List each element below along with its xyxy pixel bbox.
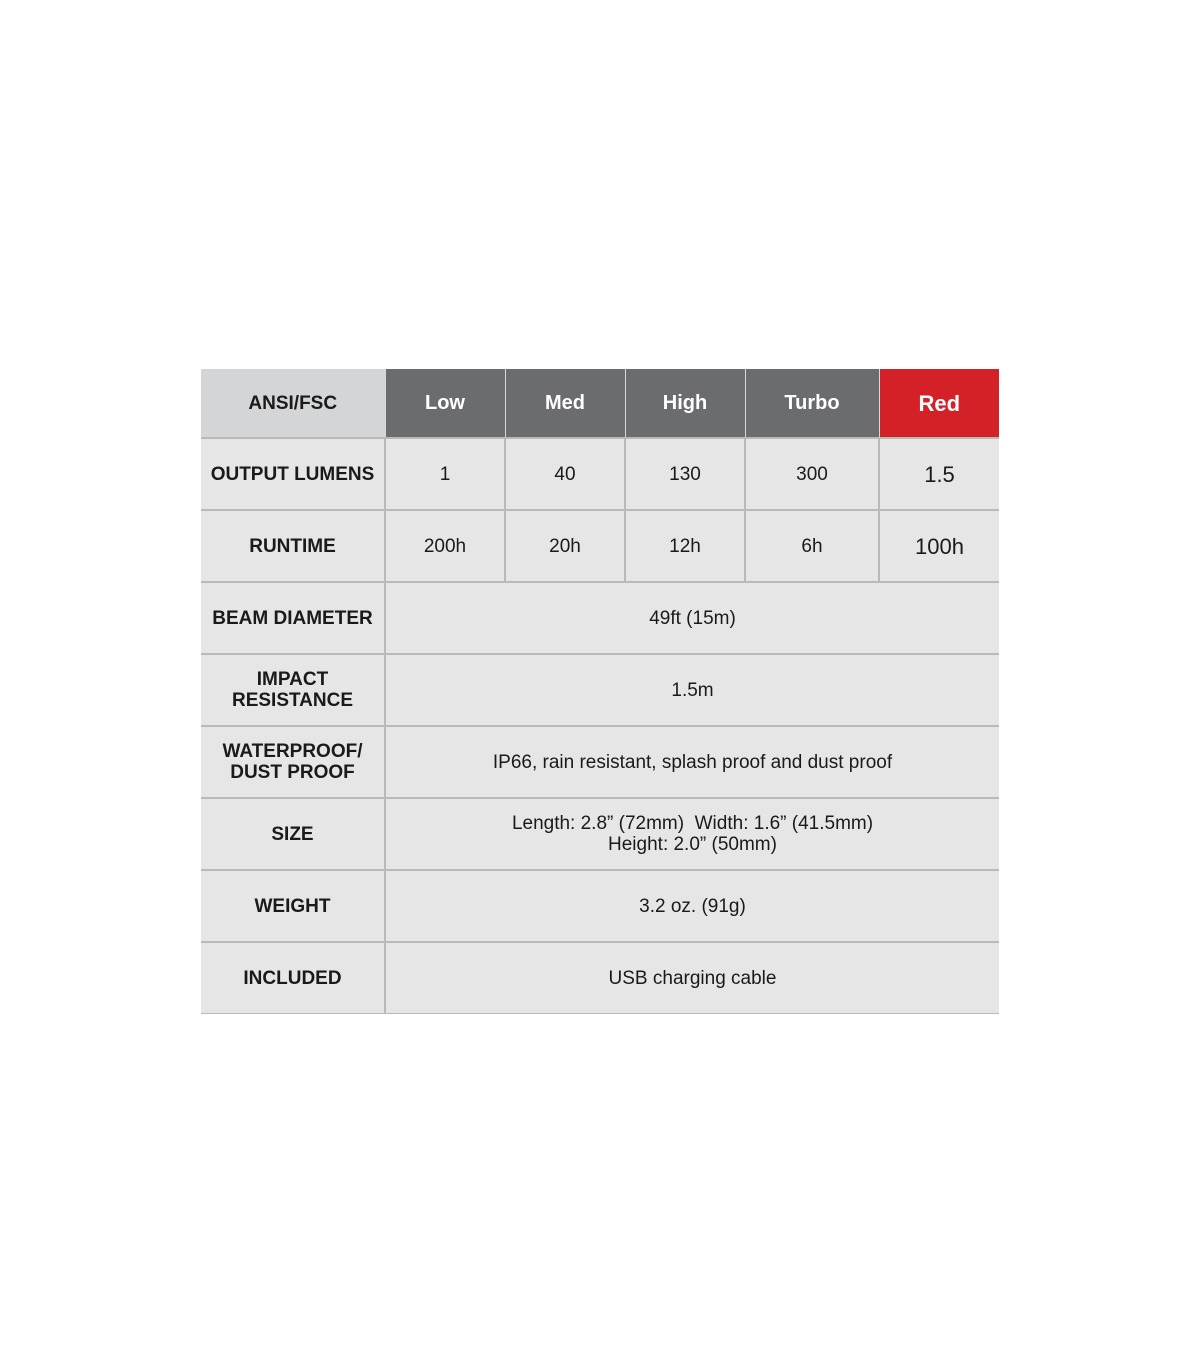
size-line: Height: 2.0” (50mm)	[608, 834, 777, 855]
row-beam-diameter	[201, 582, 999, 654]
cell-value-red: 1.5	[879, 438, 999, 510]
cell-value: 300	[745, 438, 879, 510]
row-label-line: IMPACT	[256, 669, 329, 690]
header-corner: ANSI/FSC	[201, 369, 385, 438]
cell-value: 6h	[745, 510, 879, 582]
row-waterproof	[201, 726, 999, 798]
header-mode-red: Red	[879, 369, 999, 438]
row-label: SIZE	[201, 798, 385, 870]
cell-value-span: 49ft (15m)	[385, 582, 999, 654]
cell-value: 200h	[385, 510, 505, 582]
row-label: OUTPUT LUMENS	[201, 438, 385, 510]
header-mode-low: Low	[385, 369, 505, 438]
header-mode-high: High	[625, 369, 745, 438]
row-label: RUNTIME	[201, 510, 385, 582]
row-label: WEIGHT	[201, 870, 385, 942]
header-mode-med: Med	[505, 369, 625, 438]
row-label	[201, 726, 385, 798]
spec-table	[201, 369, 999, 1014]
cell-value: 12h	[625, 510, 745, 582]
cell-value-span: 1.5m	[385, 654, 999, 726]
size-line: Length: 2.8” (72mm) Width: 1.6” (41.5mm)	[511, 813, 874, 834]
row-label: BEAM DIAMETER	[201, 582, 385, 654]
row-included	[201, 942, 999, 1014]
row-runtime	[201, 510, 999, 582]
cell-value-span: USB charging cable	[385, 942, 999, 1014]
row-label: INCLUDED	[201, 942, 385, 1014]
cell-value-span: 3.2 oz. (91g)	[385, 870, 999, 942]
row-output-lumens	[201, 438, 999, 510]
cell-value: 20h	[505, 510, 625, 582]
cell-value-span	[385, 798, 999, 870]
row-label	[201, 654, 385, 726]
cell-value: 130	[625, 438, 745, 510]
row-label-line: DUST PROOF	[230, 762, 355, 783]
cell-value: 40	[505, 438, 625, 510]
header-row	[201, 369, 999, 438]
row-weight	[201, 870, 999, 942]
header-mode-turbo: Turbo	[745, 369, 879, 438]
row-label-line: RESISTANCE	[231, 690, 354, 711]
row-label-line: WATERPROOF/	[222, 741, 363, 762]
row-size	[201, 798, 999, 870]
cell-value: 1	[385, 438, 505, 510]
row-impact-resistance	[201, 654, 999, 726]
cell-value-red: 100h	[879, 510, 999, 582]
cell-value-span: IP66, rain resistant, splash proof and dust proof	[385, 726, 999, 798]
